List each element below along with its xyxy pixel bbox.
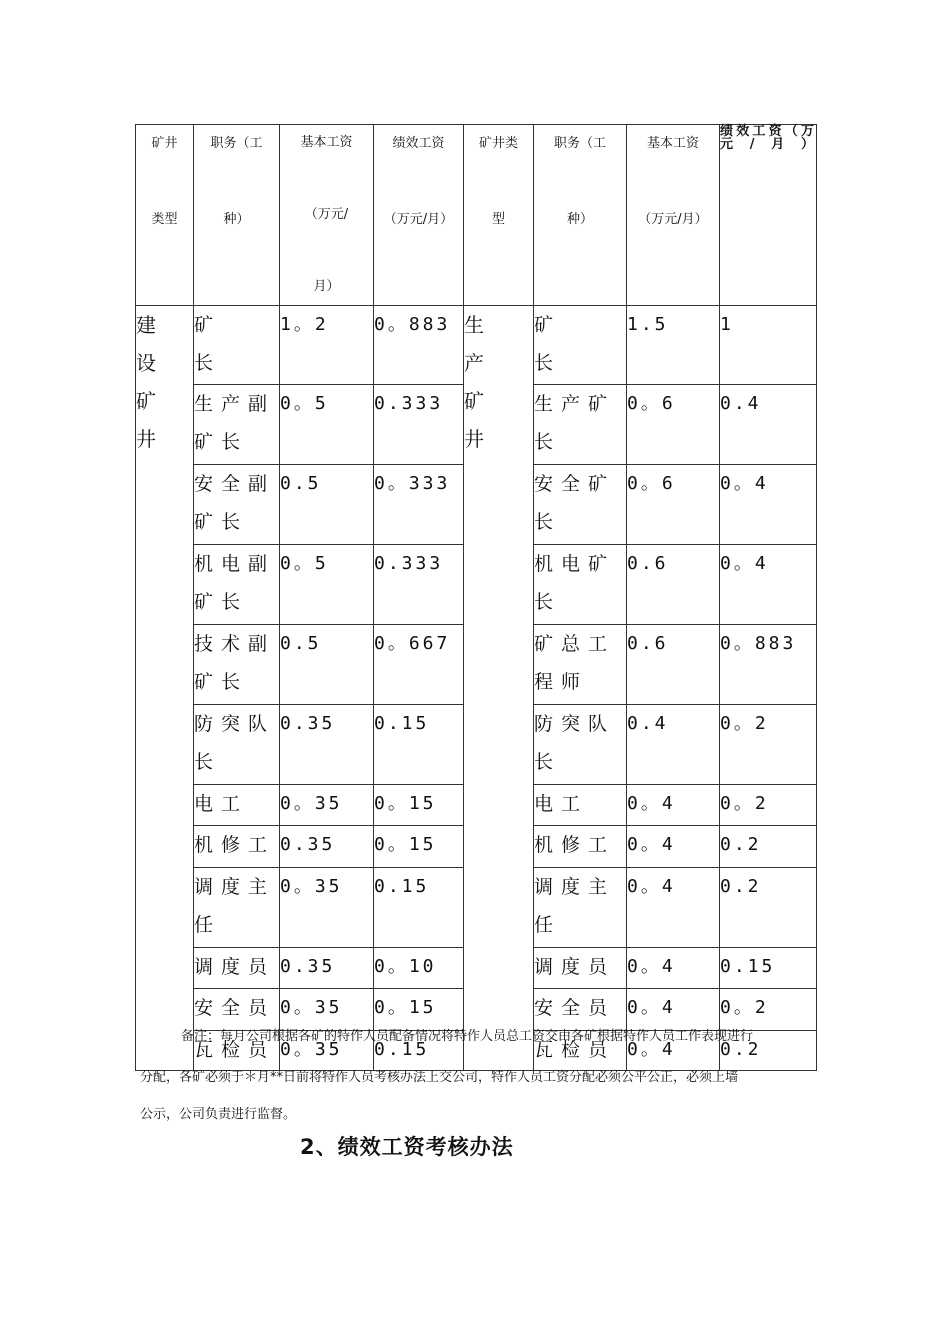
header-base-salary: 基本工资 （万元/ 月） — [280, 125, 374, 306]
position-cell: 矿 长 — [194, 306, 280, 385]
position-cell: 电工 — [534, 785, 627, 826]
position-cell: 安全员 — [194, 989, 280, 1031]
base-salary-cell: 0.35 — [280, 705, 374, 785]
position-cell: 瓦检员 — [194, 1031, 280, 1071]
base-salary-cell: 0。35 — [280, 785, 374, 826]
performance-salary-cell: 0。333 — [374, 465, 464, 545]
header-mine-type: 矿井 类型 — [136, 125, 194, 306]
base-salary-cell: 0.6 — [627, 625, 720, 705]
base-salary-cell: 0。5 — [280, 545, 374, 625]
base-salary-cell: 0.6 — [627, 545, 720, 625]
performance-salary-cell: 0。883 — [374, 306, 464, 385]
base-salary-cell: 0。4 — [627, 989, 720, 1031]
position-cell: 调度员 — [194, 948, 280, 989]
table-body — [136, 306, 817, 1071]
performance-salary-cell: 0。883 — [720, 625, 817, 705]
position-cell: 机电副 矿长 — [194, 545, 280, 625]
position-cell: 生产矿 长 — [534, 385, 627, 465]
performance-salary-cell: 0.15 — [374, 868, 464, 948]
mine-type-cell-right: 生 产 矿 井 — [464, 306, 534, 1071]
base-salary-cell: 0.5 — [280, 625, 374, 705]
position-cell: 安全副 矿长 — [194, 465, 280, 545]
position-cell: 电工 — [194, 785, 280, 826]
base-salary-cell: 0。35 — [280, 989, 374, 1031]
header-position: 职务（工 种） — [194, 125, 280, 306]
base-salary-cell: 1。2 — [280, 306, 374, 385]
base-salary-cell: 0。35 — [280, 1031, 374, 1071]
base-salary-cell: 0.5 — [280, 465, 374, 545]
note-line-1: 备注：每月公司根据各矿的特作人员配备情况将特作人员总工资交由各矿根据特作人员工作表现进行 — [181, 1029, 754, 1044]
base-salary-cell: 0。4 — [627, 868, 720, 948]
base-salary-cell: 0。6 — [627, 385, 720, 465]
note-line-2: 分配，各矿必须于＊月**日前将特作人员考核办法上交公司，特作人员工资分配必须公平公正，必须上墙 — [140, 1070, 739, 1085]
performance-salary-cell: 0.15 — [720, 948, 817, 989]
position-cell: 防突队 长 — [534, 705, 627, 785]
header-mine-type-2: 矿井类 型 — [464, 125, 534, 306]
table-row — [136, 306, 817, 385]
position-cell: 技术副 矿长 — [194, 625, 280, 705]
position-cell: 机修工 — [534, 826, 627, 868]
position-cell: 调度员 — [534, 948, 627, 989]
performance-salary-cell: 0.2 — [720, 1031, 817, 1071]
base-salary-cell: 0。35 — [280, 868, 374, 948]
performance-salary-cell: 0。15 — [374, 785, 464, 826]
position-cell: 安全员 — [534, 989, 627, 1031]
position-cell: 防突队 长 — [194, 705, 280, 785]
base-salary-cell: 0.35 — [280, 826, 374, 868]
position-cell: 机修工 — [194, 826, 280, 868]
base-salary-cell: 0。6 — [627, 465, 720, 545]
section-title: 2、绩效工资考核办法 — [300, 1135, 514, 1159]
performance-salary-cell: 0。4 — [720, 545, 817, 625]
header-base-salary-2: 基本工资 （万元/月） — [627, 125, 720, 306]
base-salary-cell: 0.35 — [280, 948, 374, 989]
header-performance-salary: 绩效工资 （万元/月） — [374, 125, 464, 306]
performance-salary-cell: 0.4 — [720, 385, 817, 465]
performance-salary-cell: 0.15 — [374, 705, 464, 785]
performance-salary-cell: 0。15 — [374, 989, 464, 1031]
position-cell: 瓦检员 — [534, 1031, 627, 1071]
note-line-3: 公示，公司负责进行监督。 — [140, 1107, 297, 1122]
base-salary-cell: 0。4 — [627, 826, 720, 868]
performance-salary-cell: 0。15 — [374, 826, 464, 868]
performance-salary-cell: 0.2 — [720, 826, 817, 868]
header-performance-salary-2: 绩效工资（万元/月） — [720, 125, 817, 306]
position-cell: 调度主 任 — [534, 868, 627, 948]
base-salary-cell: 0。4 — [627, 1031, 720, 1071]
salary-table — [135, 124, 817, 1071]
base-salary-cell: 0.4 — [627, 705, 720, 785]
base-salary-cell: 0。4 — [627, 948, 720, 989]
position-cell: 矿总工 程师 — [534, 625, 627, 705]
base-salary-cell: 0。5 — [280, 385, 374, 465]
mine-type-cell-left: 建 设 矿 井 — [136, 306, 194, 1071]
performance-salary-cell: 0。667 — [374, 625, 464, 705]
performance-salary-cell: 0。2 — [720, 785, 817, 826]
performance-salary-cell: 0。2 — [720, 989, 817, 1031]
base-salary-cell: 1.5 — [627, 306, 720, 385]
header-position-2: 职务（工 种） — [534, 125, 627, 306]
performance-salary-cell: 0。4 — [720, 465, 817, 545]
performance-salary-cell: 0.333 — [374, 385, 464, 465]
performance-salary-cell: 0.2 — [720, 868, 817, 948]
table-header-row — [136, 125, 817, 306]
position-cell: 调度主 任 — [194, 868, 280, 948]
position-cell: 机电矿 长 — [534, 545, 627, 625]
base-salary-cell: 0。4 — [627, 785, 720, 826]
performance-salary-cell: 0。2 — [720, 705, 817, 785]
performance-salary-cell: 1 — [720, 306, 817, 385]
position-cell: 矿 长 — [534, 306, 627, 385]
performance-salary-cell: 0。10 — [374, 948, 464, 989]
position-cell: 安全矿 长 — [534, 465, 627, 545]
performance-salary-cell: 0.333 — [374, 545, 464, 625]
performance-salary-cell: 0.15 — [374, 1031, 464, 1071]
position-cell: 生产副 矿长 — [194, 385, 280, 465]
